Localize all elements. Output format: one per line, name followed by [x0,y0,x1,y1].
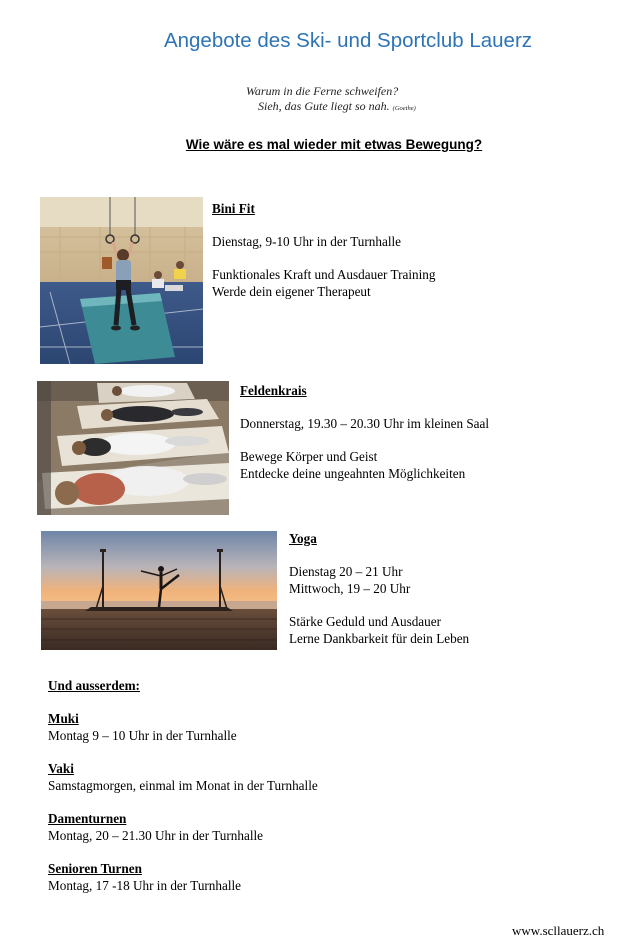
yoga-photo [41,531,277,650]
extra-muki-title: Muki [48,711,79,726]
offer-feldenkrais-schedule: Donnerstag, 19.30 – 20.30 Uhr im kleinen Saal [240,416,490,431]
subtitle: Wie wäre es mal wieder mit etwas Bewegung? [185,137,483,152]
quote-author: (Goethe) [392,105,416,112]
offer-bini-fit-schedule: Dienstag, 9-10 Uhr in der Turnhalle [212,234,401,249]
offer-yoga-desc-1: Stärke Geduld und Ausdauer [289,614,441,629]
extra-senioren-title: Senioren Turnen [48,861,142,876]
offer-yoga-title: Yoga [289,531,317,546]
offer-feldenkrais-desc-1: Bewege Körper und Geist [240,449,378,464]
feldenkrais-image [37,381,229,515]
offer-yoga-schedule-2: Mittwoch, 19 – 20 Uhr [289,581,411,596]
quote-line-2 [258,99,416,114]
offer-feldenkrais-desc-2: Entdecke deine ungeahnten Möglichkeiten [240,466,466,481]
extra-senioren-text: Montag, 17 -18 Uhr in der Turnhalle [48,878,242,893]
page-title: Angebote des Ski- und Sportclub Lauerz [163,29,533,52]
extra-vaki-title: Vaki [48,761,74,776]
quote-line-1 [246,84,398,99]
quote-line-2-text: Sieh, das Gute liegt so nah. [258,99,390,113]
bini-fit-photo [40,197,203,364]
offer-bini-fit-desc-2: Werde dein eigener Therapeut [212,284,371,299]
feldenkrais-photo [37,381,229,515]
extra-vaki-text: Samstagmorgen, einmal im Monat in der Turnhalle [48,778,318,793]
offer-yoga-schedule-1: Dienstag 20 – 21 Uhr [289,564,403,579]
quote-line-1-text: Warum in die Ferne schweifen? [246,84,399,98]
yoga-image [41,531,277,650]
offer-feldenkrais [240,382,489,482]
extra-damenturnen-text: Montag, 20 – 21.30 Uhr in der Turnhalle [48,828,264,843]
extras-heading: Und ausserdem: [48,678,140,693]
footer-website: www.scllauerz.ch [512,923,605,938]
offer-feldenkrais-title: Feldenkrais [240,383,307,398]
extra-damenturnen-title: Damenturnen [48,811,127,826]
bini-fit-image [40,197,203,364]
offer-bini-fit-title: Bini Fit [212,201,255,216]
offer-bini-fit [212,200,435,300]
extra-muki-text: Montag 9 – 10 Uhr in der Turnhalle [48,728,237,743]
offer-yoga-desc-2: Lerne Dankbarkeit für dein Leben [289,631,470,646]
extras-section [48,677,318,894]
offer-yoga [289,530,469,647]
offer-bini-fit-desc-1: Funktionales Kraft und Ausdauer Training [212,267,436,282]
